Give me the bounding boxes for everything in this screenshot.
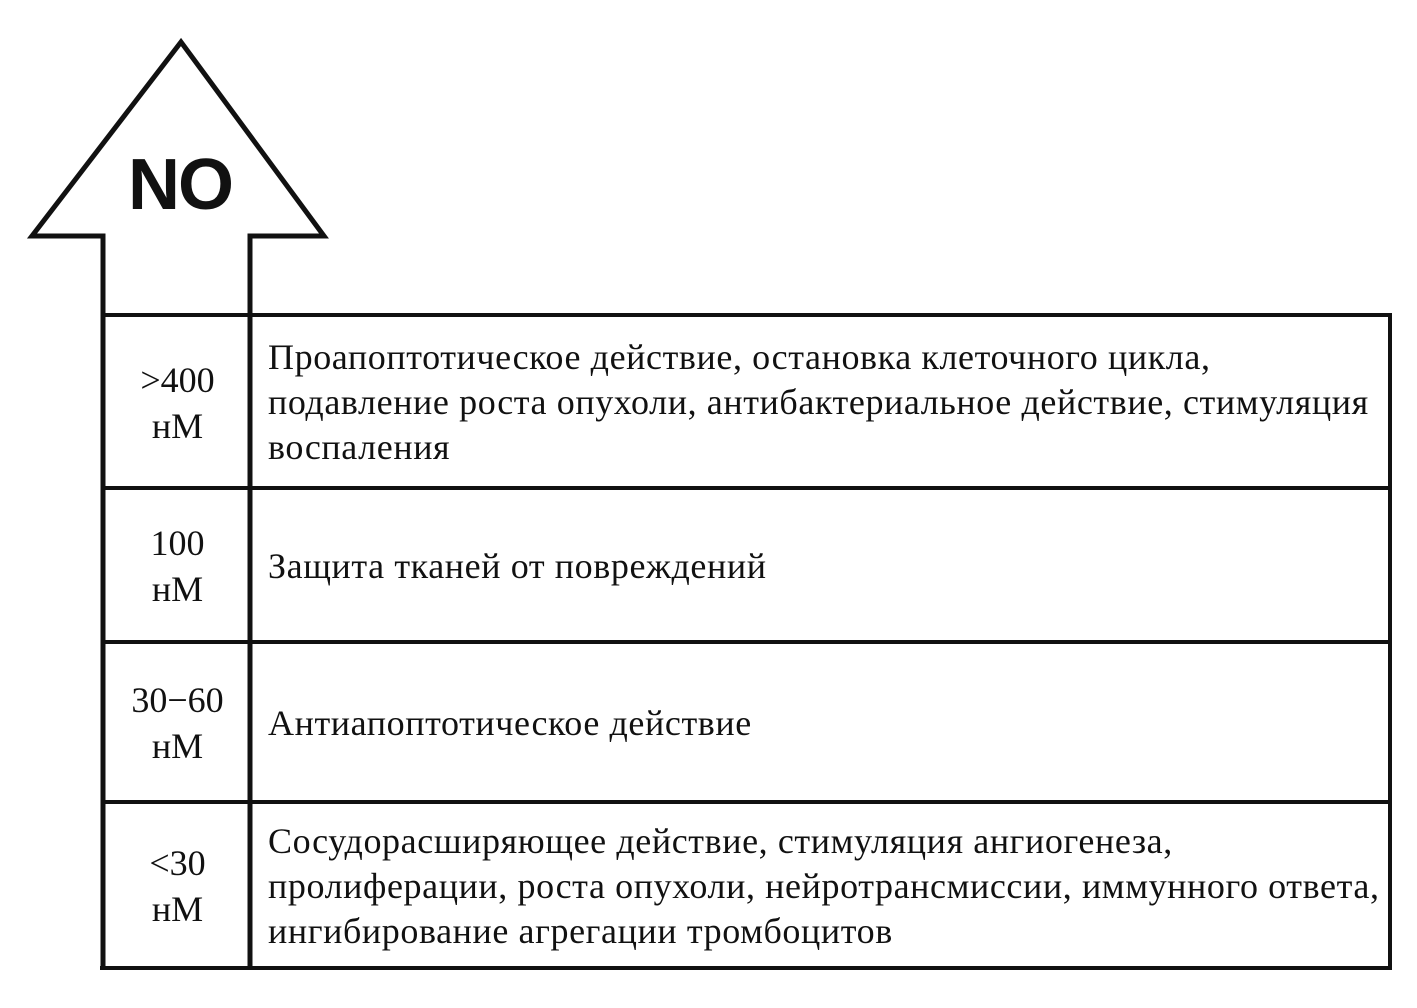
table-row — [105, 317, 250, 488]
concentration-cell: >400 нМ — [140, 359, 215, 446]
table-row — [268, 317, 1383, 488]
table-row — [105, 804, 250, 968]
table-row — [105, 644, 250, 802]
table-row — [268, 804, 1383, 968]
effect-cell: Защита тканей от повреждений — [268, 545, 767, 586]
concentration-cell: 100 нМ — [150, 523, 205, 609]
effect-cell: Антиапоптотическое действие — [268, 702, 752, 743]
effect-cell: Сосудорасширяющее действие, стимуляция ангиогенеза, пролиферации, роста опухоли, нейротрансмиссии, иммунного ответа, ингибирование агрегации тромбоцитов — [268, 820, 1380, 951]
concentration-cell: 30−60 нМ — [131, 680, 224, 766]
table-row — [268, 490, 1383, 642]
table-row — [268, 644, 1383, 802]
table-row — [105, 490, 250, 642]
effect-cell: Проапоптотическое действие, остановка клеточного цикла, подавление роста опухоли, антибактериальное действие, стимуляция воспаления — [268, 337, 1369, 467]
concentration-cell: <30 нМ — [149, 843, 206, 929]
arrow-label: NO — [128, 145, 232, 225]
